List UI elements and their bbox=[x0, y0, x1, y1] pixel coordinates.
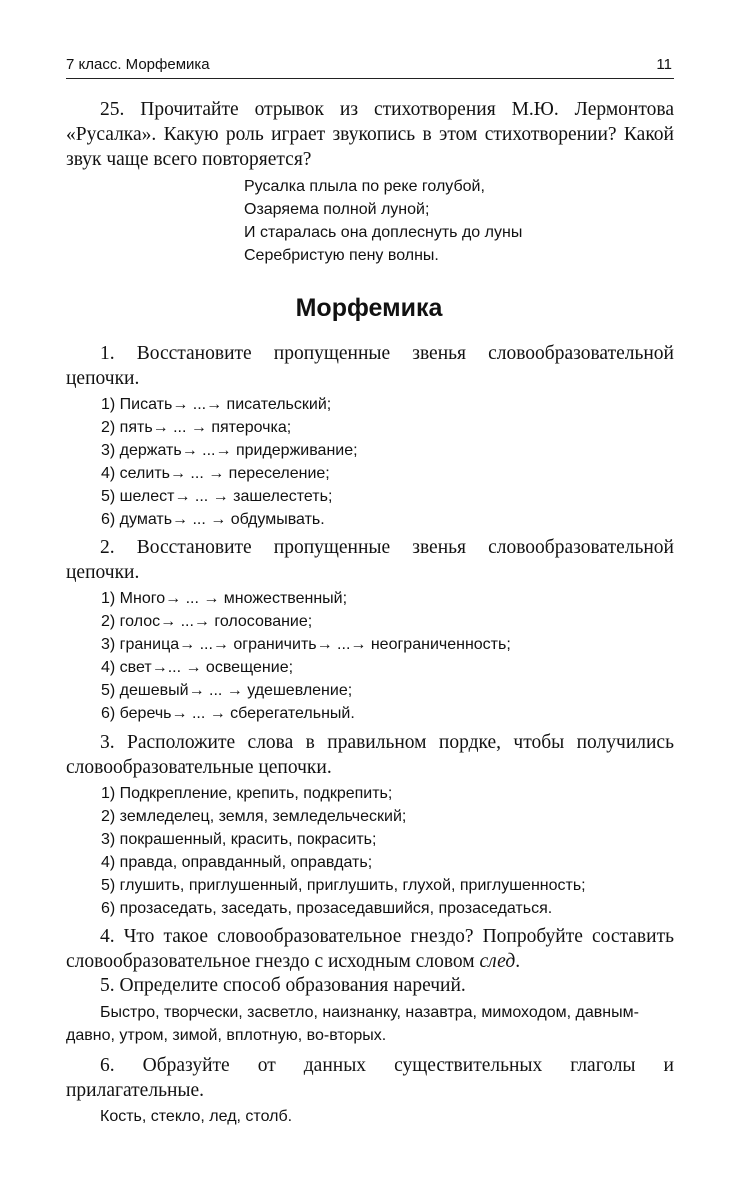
list-item: 3) покрашенный, красить, покрасить; bbox=[101, 831, 377, 848]
task-3-text: 3. Расположите слова в правильном пордке, чтобы получились словообразовательные цепочки. bbox=[66, 732, 674, 778]
page-number: 11 bbox=[656, 56, 672, 73]
task-1-list bbox=[101, 393, 661, 531]
poem-line: И старалась она доплеснуть до луны bbox=[244, 224, 523, 241]
list-item: 1) Много→ ... → множественный; bbox=[101, 590, 348, 607]
list-item: 3) держать→ ...→ придерживание; bbox=[101, 442, 358, 459]
task-6-text: 6. Образуйте от данных существительных глаголы и прилагательные. bbox=[66, 1055, 674, 1101]
poem-line: Серебристую пену волны. bbox=[244, 247, 439, 264]
list-item: 2) земледелец, земля, земледельческий; bbox=[101, 808, 407, 825]
running-header bbox=[66, 56, 674, 79]
list-item: 4) селить→ ... → переселение; bbox=[101, 465, 330, 482]
list-item: 3) граница→ ...→ ограничить→ ...→ неограниченность; bbox=[101, 636, 511, 653]
header-section: 7 класс. Морфемика bbox=[66, 56, 210, 73]
list-item: 6) беречь→ ... → сберегательный. bbox=[101, 705, 355, 722]
list-item: 1) Подкрепление, крепить, подкрепить; bbox=[101, 785, 393, 802]
task-5-text: 5. Определите способ образования наречий. bbox=[100, 975, 466, 996]
task-2-list bbox=[101, 587, 661, 725]
poem bbox=[244, 175, 664, 267]
list-item: 6) прозаседать, заседать, прозаседавшийся, прозаседаться. bbox=[101, 900, 553, 917]
task-2-text: 2. Восстановите пропущенные звенья словообразовательной цепочки. bbox=[66, 537, 674, 583]
list-item: 2) пять→ ... → пятерочка; bbox=[101, 419, 292, 436]
task-6-words: Кость, стекло, лед, столб. bbox=[100, 1108, 293, 1125]
section-title: Морфемика bbox=[295, 294, 443, 322]
task-4-text bbox=[66, 924, 674, 974]
task-3-list bbox=[101, 782, 661, 920]
list-item: 1) Писать→ ...→ писательский; bbox=[101, 396, 332, 413]
list-item: 5) дешевый→ ... → удешевление; bbox=[101, 682, 353, 699]
task-4-end: . bbox=[515, 951, 521, 972]
list-item: 4) правда, оправданный, оправдать; bbox=[101, 854, 373, 871]
task-4-question: 4. Что такое словообразовательное гнездо? Попробуйте составить словообразовательное гнездо с исходным словом bbox=[66, 926, 674, 972]
list-item: 4) свет→... → освещение; bbox=[101, 659, 294, 676]
task-5-words: Быстро, творчески, засветло, наизнанку, назавтра, мимоходом, давным-давно, утром, зимой, вплотную, во-вторых. bbox=[66, 1004, 639, 1044]
task-25-text: 25. Прочитайте отрывок из стихотворения М.Ю. Лермонтова «Русалка». Какую роль играет звукопись в этом стихотворении? Какой звук чаще всего повторяется? bbox=[66, 99, 674, 170]
list-item: 5) шелест→ ... → зашелестеть; bbox=[101, 488, 333, 505]
list-item: 6) думать→ ... → обдумывать. bbox=[101, 511, 325, 528]
task-4-word: след bbox=[479, 951, 516, 972]
list-item: 5) глушить, приглушенный, приглушить, глухой, приглушенность; bbox=[101, 877, 586, 894]
poem-line: Озаряема полной луной; bbox=[244, 201, 430, 218]
task-1-text: 1. Восстановите пропущенные звенья словообразовательной цепочки. bbox=[66, 343, 674, 389]
list-item: 2) голос→ ...→ голосование; bbox=[101, 613, 313, 630]
poem-line: Русалка плыла по реке голубой, bbox=[244, 178, 485, 195]
